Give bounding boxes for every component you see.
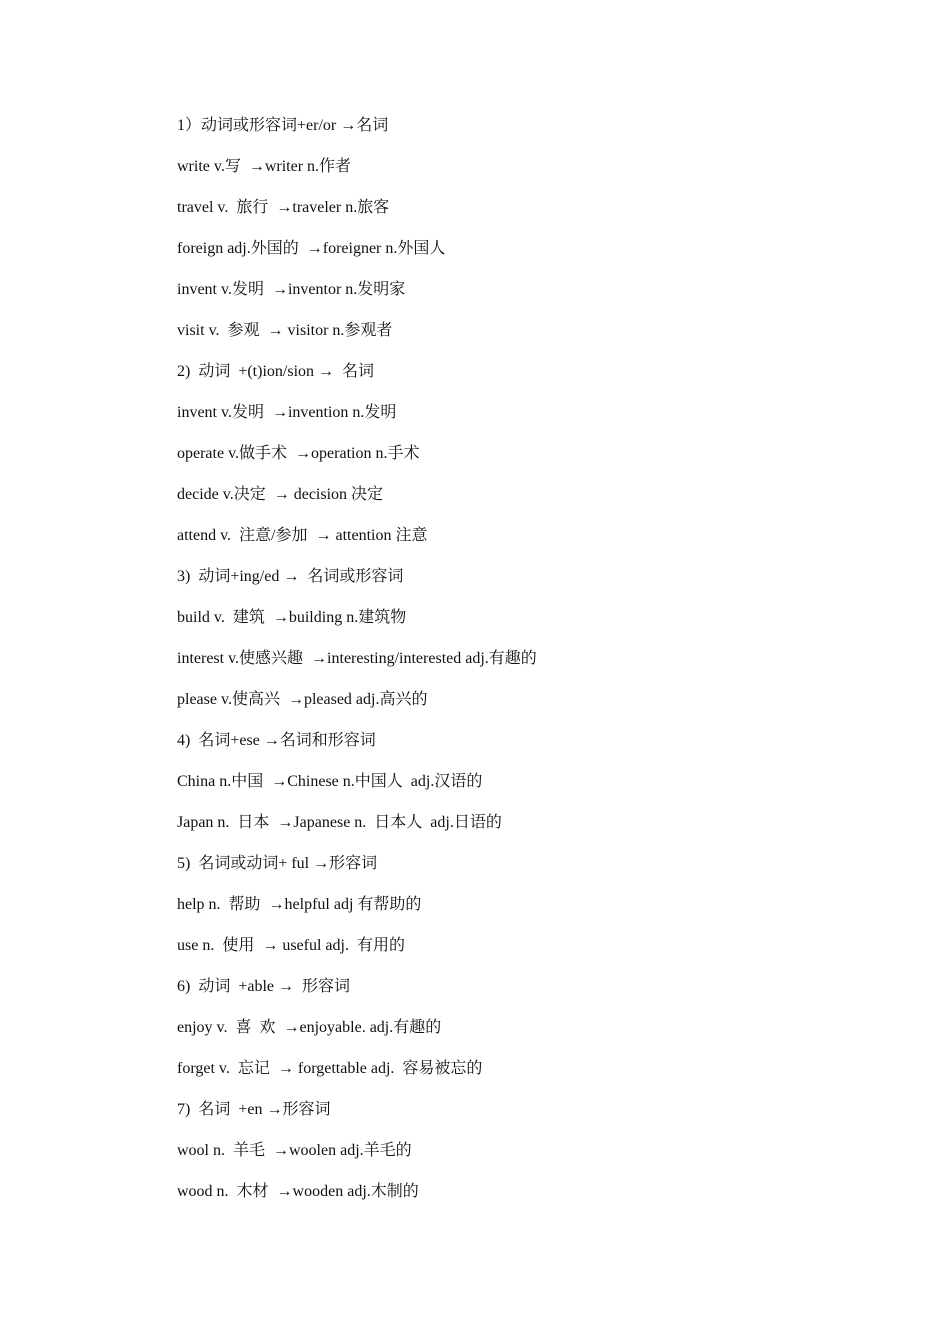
example-line: decide v.决定 → decision 决定 bbox=[177, 486, 384, 503]
example-line: wool n. 羊毛 →woolen adj.羊毛的 bbox=[177, 1142, 412, 1159]
example-line: China n.中国 →Chinese n.中国人 adj.汉语的 bbox=[177, 773, 483, 790]
example-line: interest v.使感兴趣 →interesting/interested adj.有趣的 bbox=[177, 650, 537, 667]
rule-heading-5: 5) 名词或动词+ ful →形容词 bbox=[177, 855, 378, 872]
example-line: wood n. 木材 →wooden adj.木制的 bbox=[177, 1183, 419, 1200]
rule-heading-2: 2) 动词 +(t)ion/sion → 名词 bbox=[177, 363, 375, 380]
example-line: foreign adj.外国的 →foreigner n.外国人 bbox=[177, 240, 446, 257]
example-line: enjoy v. 喜 欢 →enjoyable. adj.有趣的 bbox=[177, 1019, 442, 1036]
example-line: invent v.发明 →inventor n.发明家 bbox=[177, 281, 406, 298]
example-line: write v.写 →writer n.作者 bbox=[177, 158, 352, 175]
example-line: operate v.做手术 →operation n.手术 bbox=[177, 445, 420, 462]
example-line: build v. 建筑 →building n.建筑物 bbox=[177, 609, 407, 626]
rule-heading-4: 4) 名词+ese →名词和形容词 bbox=[177, 732, 376, 749]
rule-heading-3: 3) 动词+ing/ed → 名词或形容词 bbox=[177, 568, 404, 585]
rule-heading-7: 7) 名词 +en →形容词 bbox=[177, 1101, 331, 1118]
example-line: please v.使高兴 →pleased adj.高兴的 bbox=[177, 691, 428, 708]
example-line: forget v. 忘记 → forgettable adj. 容易被忘的 bbox=[177, 1060, 483, 1077]
example-line: use n. 使用 → useful adj. 有用的 bbox=[177, 937, 405, 954]
example-line: attend v. 注意/参加 → attention 注意 bbox=[177, 527, 428, 544]
rule-heading-1: 1）动词或形容词+er/or →名词 bbox=[177, 117, 389, 134]
example-line: Japan n. 日本 →Japanese n. 日本人 adj.日语的 bbox=[177, 814, 502, 831]
example-line: invent v.发明 →invention n.发明 bbox=[177, 404, 397, 421]
example-line: help n. 帮助 →helpful adj 有帮助的 bbox=[177, 896, 422, 913]
rule-heading-6: 6) 动词 +able → 形容词 bbox=[177, 978, 351, 995]
example-line: travel v. 旅行 →traveler n.旅客 bbox=[177, 199, 390, 216]
word-formation-list bbox=[177, 114, 877, 1221]
example-line: visit v. 参观 → visitor n.参观者 bbox=[177, 322, 393, 339]
